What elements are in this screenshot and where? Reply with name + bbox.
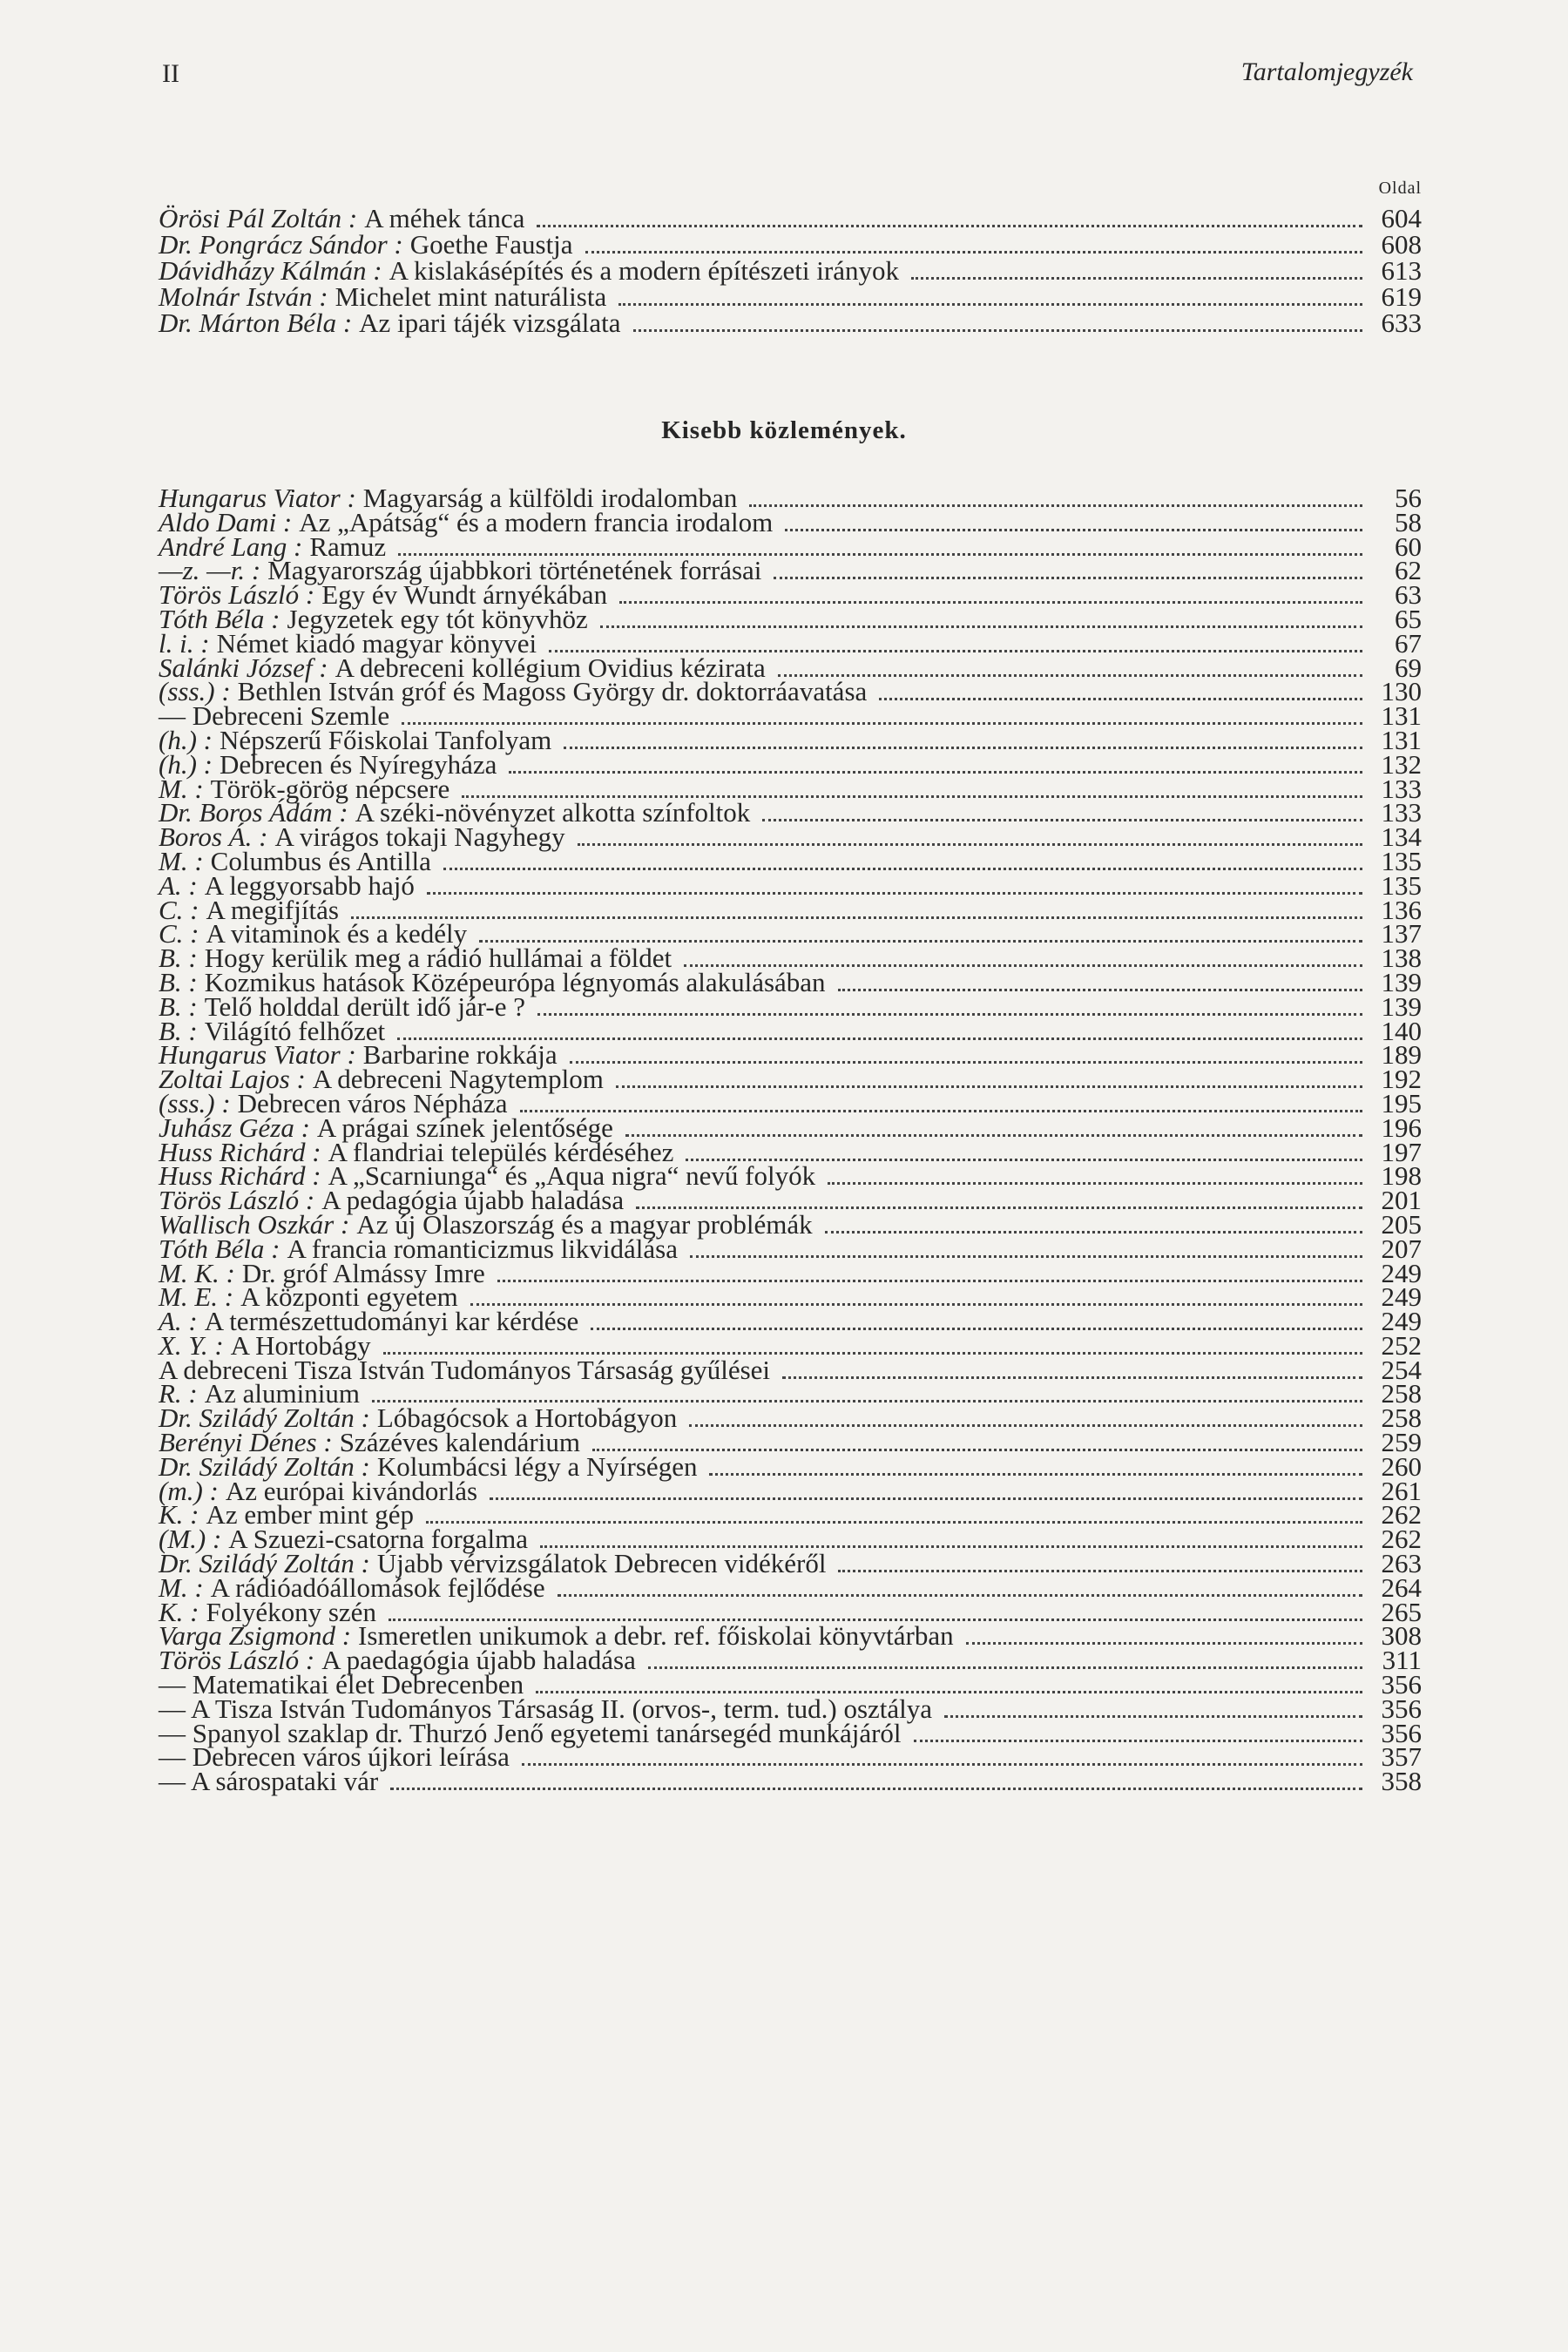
dot-leader: [570, 1061, 1362, 1064]
entry-title: Bethlen István gróf és Magoss György dr. doktorráavatása: [237, 676, 868, 707]
entry-page-number: 139: [1381, 966, 1422, 997]
entry-page-number: 137: [1381, 918, 1422, 950]
dot-leader: [443, 868, 1362, 870]
entry-title: Az ember mint gép: [206, 1499, 414, 1531]
dot-leader: [774, 577, 1362, 579]
entry-title: Dr. gróf Almássy Imre: [241, 1257, 485, 1288]
main-entries-list: [159, 203, 1422, 338]
entry-page-number: 131: [1381, 724, 1422, 755]
dot-leader: [618, 303, 1362, 306]
dot-leader: [470, 1303, 1362, 1306]
entry-author: l. i. :: [159, 627, 210, 659]
dot-leader: [749, 504, 1362, 507]
entry-page-number: 263: [1381, 1548, 1422, 1579]
dot-leader: [825, 1231, 1362, 1233]
dot-leader: [762, 819, 1362, 821]
entry-page-number: 265: [1381, 1596, 1422, 1627]
entry-page-number: 133: [1381, 797, 1422, 828]
dot-leader: [564, 747, 1362, 749]
entry-page-number: 197: [1381, 1136, 1422, 1167]
dot-leader: [879, 698, 1362, 700]
toc-entry: [159, 310, 1422, 336]
entry-author: M. :: [159, 773, 204, 804]
entry-author: Zoltai Lajos :: [159, 1064, 306, 1095]
dot-leader: [600, 625, 1362, 628]
entry-author: Varga Zsigmond :: [159, 1620, 352, 1652]
entry-title: — A sárospataki vár: [159, 1766, 379, 1797]
entry-title: Ramuz: [309, 531, 387, 562]
entry-author: K. :: [159, 1596, 199, 1627]
entry-page-number: 619: [1381, 281, 1422, 312]
entry-page-number: 357: [1381, 1741, 1422, 1773]
dot-leader: [497, 1280, 1362, 1282]
entry-author: (h.) :: [159, 724, 213, 755]
entry-author: Boros Á. :: [159, 821, 268, 853]
entry-author: Tóth Béla :: [159, 1233, 280, 1264]
entry-page-number: 262: [1381, 1499, 1422, 1531]
entry-title: Magyarság a külföldi irodalomban: [362, 483, 738, 513]
entry-page-number: 260: [1381, 1450, 1422, 1482]
entry-author: Dr. Márton Béla :: [159, 308, 353, 338]
dot-leader: [509, 771, 1362, 774]
entry-author: Örösi Pál Zoltán :: [159, 203, 358, 233]
entry-title: Michelet mint naturálista: [335, 281, 607, 312]
entry-page-number: 189: [1381, 1039, 1422, 1071]
entry-title: Magyarország újabbkori történetének forrásai: [267, 555, 762, 586]
entry-page-number: 135: [1381, 869, 1422, 901]
dot-leader: [648, 1666, 1362, 1669]
minor-entries-list: [159, 483, 1422, 1797]
dot-leader: [591, 1328, 1362, 1330]
entry-author: Tóth Béla :: [159, 603, 280, 634]
dot-leader: [782, 1376, 1362, 1379]
entry-title: Egy év Wundt árnyékában: [321, 579, 608, 611]
entry-page-number: 249: [1381, 1257, 1422, 1288]
entry-page-number: 207: [1381, 1233, 1422, 1264]
toc-entry: [159, 255, 1422, 286]
toc-entry: [159, 281, 1422, 312]
entry-page-number: 252: [1381, 1329, 1422, 1361]
entry-author: A. :: [159, 1306, 198, 1337]
entry-page-number: 65: [1395, 603, 1422, 634]
entry-author: Dr. Sziládý Zoltán :: [159, 1402, 370, 1434]
entry-title: A francia romanticizmus likvidálása: [287, 1233, 678, 1264]
column-label: Oldal: [1378, 179, 1422, 198]
entry-author: K. :: [159, 1499, 199, 1531]
entry-author: M. K. :: [159, 1257, 235, 1288]
entry-title: Az aluminium: [204, 1378, 360, 1409]
entry-title: A rádióadóállomások fejlődése: [210, 1571, 545, 1603]
entry-author: M. E. :: [159, 1281, 234, 1313]
entry-title: Hogy kerülik meg a rádió hullámai a földet: [204, 943, 672, 974]
entry-page-number: 613: [1381, 255, 1422, 286]
entry-title: A prágai színek jelentősége: [316, 1112, 613, 1143]
dot-leader: [966, 1642, 1362, 1645]
toc-entry: [159, 1766, 1422, 1797]
dot-leader: [592, 1449, 1362, 1451]
entry-title: Telő holddal derült idő jár-e ?: [204, 990, 525, 1022]
entry-title: A flandriai település kérdéséhez: [328, 1136, 674, 1167]
entry-title: Népszerű Főiskolai Tanfolyam: [219, 724, 552, 755]
entry-title: Lóbagócsok a Hortobágyon: [376, 1402, 678, 1434]
entry-page-number: 258: [1381, 1402, 1422, 1434]
entry-author: Berényi Dénes :: [159, 1427, 333, 1458]
entry-author: Hungarus Viator :: [159, 1039, 356, 1071]
entry-page-number: 254: [1381, 1354, 1422, 1385]
entry-title: A virágos tokaji Nagyhegy: [274, 821, 565, 853]
entry-author: Huss Richárd :: [159, 1136, 321, 1167]
entry-author: (M.) :: [159, 1524, 222, 1555]
entry-title: — Matematikai élet Debrecenben: [159, 1669, 524, 1700]
entry-page-number: 136: [1381, 894, 1422, 925]
toc-entry: [159, 229, 1422, 260]
entry-page-number: 608: [1381, 229, 1422, 260]
entry-author: —z. —r. :: [159, 555, 261, 586]
entry-page-number: 60: [1395, 531, 1422, 562]
entry-page-number: 62: [1395, 555, 1422, 586]
entry-title: A debreceni Tisza István Tudományos Társaság gyűlései: [159, 1354, 771, 1385]
entry-title: A természettudományi kar kérdése: [204, 1306, 579, 1337]
entry-page-number: 192: [1381, 1064, 1422, 1095]
entry-page-number: 140: [1381, 1015, 1422, 1046]
entry-author: B. :: [159, 966, 198, 997]
entry-title: A méhek tánca: [364, 203, 525, 233]
entry-title: Columbus és Antilla: [210, 845, 431, 876]
entry-page-number: 604: [1381, 203, 1422, 233]
entry-author: Juhász Géza :: [159, 1112, 310, 1143]
entry-title: A vitaminok és a kedély: [206, 918, 468, 950]
dot-leader: [709, 1473, 1362, 1476]
entry-title: Jegyzetek egy tót könyvhöz: [287, 603, 588, 634]
entry-title: Folyékony szén: [206, 1596, 376, 1627]
entry-title: Az európai kivándorlás: [225, 1475, 478, 1506]
dot-leader: [520, 1110, 1363, 1112]
entry-author: C. :: [159, 918, 199, 950]
entry-title: A debreceni Nagytemplom: [312, 1064, 604, 1095]
entry-title: — Debreceni Szemle: [159, 700, 390, 732]
entry-author: Dr. Boros Ádám :: [159, 797, 348, 828]
entry-title: Az „Apátság“ és a modern francia irodalom: [299, 506, 774, 537]
entry-title: — Spanyol szaklap dr. Thurzó Jenő egyetemi tanársegéd munkájáról: [159, 1717, 902, 1748]
entry-author: B. :: [159, 990, 198, 1022]
running-head: Tartalomjegyzék: [1240, 57, 1413, 86]
dot-leader: [944, 1715, 1362, 1718]
toc-entry: [159, 869, 1422, 901]
entry-author: X. Y. :: [159, 1329, 224, 1361]
dot-leader: [490, 1497, 1362, 1500]
entry-author: Wallisch Oszkár :: [159, 1208, 350, 1240]
entry-author: B. :: [159, 1015, 198, 1046]
entry-author: Dávidházy Kálmán :: [159, 255, 382, 286]
entry-author: B. :: [159, 943, 198, 974]
entry-title: A Szuezi-csatorna forgalma: [228, 1524, 529, 1555]
entry-page-number: 201: [1381, 1185, 1422, 1216]
entry-page-number: 196: [1381, 1112, 1422, 1143]
dot-leader: [828, 1182, 1362, 1185]
entry-title: A leggyorsabb hajó: [204, 869, 415, 901]
entry-page-number: 356: [1381, 1717, 1422, 1748]
dot-leader: [838, 989, 1362, 991]
entry-page-number: 195: [1381, 1087, 1422, 1119]
dot-leader: [427, 892, 1362, 895]
entry-author: R. :: [159, 1378, 198, 1409]
entry-title: Az ipari tájék vizsgálata: [359, 308, 621, 338]
entry-page-number: 259: [1381, 1427, 1422, 1458]
entry-author: Huss Richárd :: [159, 1160, 321, 1192]
entry-title: Az új Olaszország és a magyar problémák: [356, 1208, 813, 1240]
dot-leader: [351, 916, 1362, 919]
entry-author: Dr. Sziládý Zoltán :: [159, 1548, 370, 1579]
entry-page-number: 205: [1381, 1208, 1422, 1240]
entry-title: Százéves kalendárium: [339, 1427, 580, 1458]
section-title: Kisebb közlemények.: [661, 416, 907, 444]
entry-title: Ismeretlen unikumok a debr. ref. főiskolai könyvtárban: [358, 1620, 954, 1652]
entry-page-number: 311: [1382, 1645, 1422, 1676]
entry-author: Molnár István :: [159, 281, 328, 312]
entry-page-number: 262: [1381, 1524, 1422, 1555]
dot-leader: [911, 277, 1362, 280]
dot-leader: [689, 1424, 1362, 1427]
entry-page-number: 133: [1381, 773, 1422, 804]
dot-leader: [537, 1013, 1362, 1016]
entry-author: M. :: [159, 1571, 204, 1603]
entry-title: Világító felhőzet: [204, 1015, 386, 1046]
entry-title: A pedagógia újabb haladása: [321, 1185, 625, 1216]
entry-page-number: 63: [1395, 579, 1422, 611]
dot-leader: [522, 1763, 1362, 1766]
entry-title: A megifjítás: [206, 894, 339, 925]
entry-page-number: 67: [1395, 627, 1422, 659]
entry-page-number: 130: [1381, 676, 1422, 707]
dot-leader: [578, 843, 1362, 846]
entry-author: (h.) :: [159, 748, 213, 780]
entry-author: Hungarus Viator :: [159, 483, 356, 513]
entry-author: André Lang :: [159, 531, 303, 562]
dot-leader: [633, 329, 1362, 332]
entry-title: A Hortobágy: [230, 1329, 371, 1361]
entry-title: A központi egyetem: [240, 1281, 458, 1313]
entry-title: Újabb vérvizsgálatok Debrecen vidékéről: [376, 1548, 827, 1579]
entry-page-number: 138: [1381, 943, 1422, 974]
dot-leader: [690, 1255, 1362, 1258]
entry-title: Goethe Faustja: [409, 229, 573, 260]
entry-title: — Debrecen város újkori leírása: [159, 1741, 510, 1773]
entry-page-number: 264: [1381, 1571, 1422, 1603]
entry-title: A széki-növényzet alkotta színfoltok: [355, 797, 751, 828]
entry-author: M. :: [159, 845, 204, 876]
entry-page-number: 58: [1395, 506, 1422, 537]
entry-title: A paedagógia újabb haladása: [321, 1645, 636, 1676]
entry-page-number: 56: [1395, 483, 1422, 513]
entry-title: Kozmikus hatások Középeurópa légnyomás alakulásában: [204, 966, 826, 997]
dot-leader: [625, 1134, 1362, 1137]
entry-title: Török-görög népcsere: [210, 773, 450, 804]
dot-leader: [619, 601, 1362, 604]
entry-author: C. :: [159, 894, 199, 925]
dot-leader: [426, 1521, 1362, 1524]
dot-leader: [616, 1085, 1362, 1088]
entry-title: A „Scarniunga“ és „Aqua nigra“ nevű folyók: [328, 1160, 816, 1192]
entry-author: Dr. Sziládý Zoltán :: [159, 1450, 370, 1482]
entry-page-number: 258: [1381, 1378, 1422, 1409]
entry-page-number: 633: [1381, 308, 1422, 338]
entry-page-number: 356: [1381, 1669, 1422, 1700]
entry-author: (m.) :: [159, 1475, 219, 1506]
dot-leader: [914, 1740, 1362, 1742]
entry-page-number: 69: [1395, 652, 1422, 683]
entry-author: Törös László :: [159, 1645, 315, 1676]
entry-author: (sss.) :: [159, 1087, 231, 1119]
entry-page-number: 308: [1381, 1620, 1422, 1652]
entry-author: A. :: [159, 869, 198, 901]
dot-leader: [585, 251, 1362, 253]
dot-leader: [838, 1570, 1362, 1572]
entry-title: Kolumbácsi légy a Nyírségen: [376, 1450, 698, 1482]
entry-page-number: 261: [1381, 1475, 1422, 1506]
entry-page-number: 249: [1381, 1306, 1422, 1337]
entry-page-number: 198: [1381, 1160, 1422, 1192]
dot-leader: [537, 225, 1362, 227]
entry-page-number: 139: [1381, 990, 1422, 1022]
entry-author: (sss.) :: [159, 676, 231, 707]
entry-author: Törös László :: [159, 1185, 315, 1216]
entry-author: Törös László :: [159, 579, 315, 611]
entry-page-number: 358: [1381, 1766, 1422, 1797]
entry-author: Salánki József :: [159, 652, 328, 683]
entry-page-number: 131: [1381, 700, 1422, 732]
entry-page-number: 356: [1381, 1693, 1422, 1724]
entry-page-number: 132: [1381, 748, 1422, 780]
entry-title: — A Tisza István Tudományos Társaság II. (orvos-, term. tud.) osztálya: [159, 1693, 933, 1724]
entry-page-number: 134: [1381, 821, 1422, 853]
dot-leader: [785, 529, 1362, 531]
entry-title: Német kiadó magyar könyvei: [216, 627, 537, 659]
entry-page-number: 135: [1381, 845, 1422, 876]
entry-title: Debrecen és Nyíregyháza: [219, 748, 497, 780]
entry-title: Debrecen város Népháza: [237, 1087, 508, 1119]
dot-leader: [558, 1594, 1362, 1597]
toc-entry: [159, 203, 1422, 233]
entry-title: A kislakásépítés és a modern építészeti irányok: [389, 255, 899, 286]
entry-title: Barbarine rokkája: [362, 1039, 558, 1071]
entry-author: Dr. Pongrácz Sándor :: [159, 229, 403, 260]
page-number: II: [162, 59, 179, 88]
entry-author: Aldo Dami :: [159, 506, 293, 537]
entry-title: A debreceni kollégium Ovidius kézirata: [335, 652, 766, 683]
dot-leader: [390, 1788, 1362, 1790]
entry-page-number: 249: [1381, 1281, 1422, 1313]
